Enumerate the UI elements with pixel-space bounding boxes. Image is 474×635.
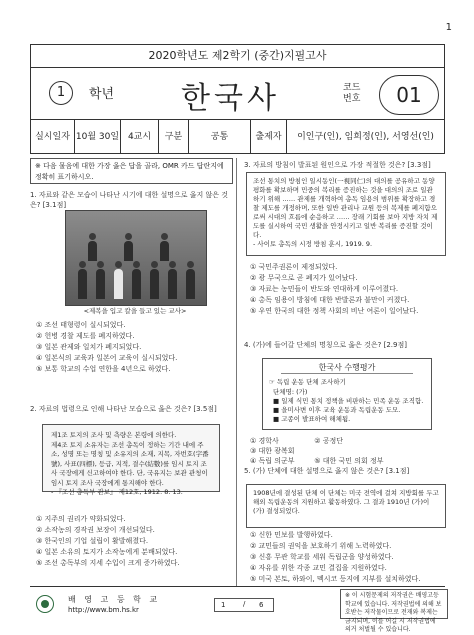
choice[interactable]: ② 헌병 경찰 제도를 폐지하였다. <box>36 332 135 340</box>
code-number: 01 <box>379 75 439 115</box>
question-4-evaluation-box <box>262 358 432 430</box>
choice[interactable]: ④ 일본 소유의 토지가 소작농에게 분배되었다. <box>36 548 178 556</box>
column-divider <box>236 158 237 586</box>
question-4-title: 4. (가)에 들어갈 단체의 명칭으로 옳은 것은? [2.9점] <box>244 341 407 349</box>
question-3-title: 3. 자료의 방침이 발표된 원인으로 가장 적절한 것은? [3.3점] <box>244 161 431 169</box>
choice[interactable]: ② 소작농의 경작권 보장이 개선되었다. <box>36 526 155 534</box>
choice[interactable]: ⑤ 보통 학교의 수업 연한을 4년으로 하였다. <box>36 365 171 373</box>
choice[interactable]: ④ 총독 임용이 방침에 대한 반발론과 불만이 커졌다. <box>250 296 410 304</box>
author-names: 이인구(인), 임희정(인), 서영선(인) <box>297 132 434 142</box>
choice[interactable]: ③ 대한 광복회 <box>250 447 295 455</box>
exam-header <box>30 44 445 154</box>
page-current: 1 <box>221 601 226 609</box>
grade-label: 학년 <box>89 87 115 102</box>
question-5-passage: 1908년에 결성된 단체 이 단체는 미국 전역에 걸쳐 지방회를 두고 해외 독립운동의 지원하고 활동하였다. 그 결과 1910년 (가)이(가) 결성되었다. <box>246 484 446 528</box>
choice[interactable]: ⑤ 대한 국민 의회 정부 <box>314 457 384 465</box>
evaluation-title: 한국사 수행평가 <box>281 359 413 374</box>
photo-caption: <제복을 입고 칼을 들고 있는 교사> <box>83 307 187 315</box>
choice[interactable]: ① 경학사 <box>250 437 279 445</box>
exam-info-row <box>31 119 444 154</box>
page-number: 1 <box>445 22 452 33</box>
choice[interactable]: ③ 한국인의 기업 설립이 활발해졌다. <box>36 537 149 545</box>
subject-title: 한국사 <box>181 81 280 116</box>
question-1-title: 1. 자료와 같은 모습이 나타난 시기에 대한 설명으로 옳지 않은 것은? [3.1점] <box>30 191 228 209</box>
historical-photo <box>65 210 207 306</box>
question-3-choices <box>250 262 446 317</box>
grade-circle: 1 <box>49 81 73 105</box>
instruction-notice: ※ 다음 물음에 대한 가장 옳은 답을 골라, OMR 카드 답란지에 정확히 표기하시오. <box>30 158 233 184</box>
question-5-choices <box>250 530 446 585</box>
date-label: 실시일자 <box>31 120 75 154</box>
question-5-title: 5. (가) 단체에 대한 설명으로 옳지 않은 것은? [3.1점] <box>244 467 410 475</box>
question-1-choices <box>36 320 232 375</box>
question-3-passage: 조선 통치의 방침인 일시동인(一視同仁)의 대의를 공유하고 동양 평화를 확보하며 민중의 복리를 증진하는 것을 대의의 조로 일관하기 위해 …… 관제를 개혁하여 총독 임용의 범위를 확장하고 경찰 제도를 개정하며, 또한 일반 관리나 교원 등의 복제를 폐지함으로써 시대의 흐름에 순응하고 …… 장래 기회를 보아 지방 자치 제도를 실시하여 국민 생활을 안정시키고 일반 복리를 증진할 것이다. - 사이토 총독의 시정 방침 훈시, 1919. 9. <box>246 172 446 256</box>
school-url[interactable]: http://www.bm.hs.kr <box>68 606 139 614</box>
choice[interactable]: ⑤ 조선 총독부의 지세 수입이 크게 증가하였다. <box>36 559 180 567</box>
choice[interactable]: ② 공정단 <box>314 437 344 445</box>
choice[interactable]: ① 지주의 권리가 약화되었다. <box>36 515 126 523</box>
choice[interactable]: ④ 독립 의군부 <box>250 457 295 465</box>
evaluation-rows: 단체명: (가) ■ 일제 식민 통치 정책을 비판하는 민족 운동 조직함. ■ 을미사변 이후 교육 운동과 독립운동 도모. ■ 고종이 발표하여 해체됨. <box>273 388 424 423</box>
footer-divider <box>30 586 445 587</box>
question-2-title: 2. 자료의 법령으로 인해 나타난 모습으로 옳은 것은? [3.5점] <box>30 405 217 413</box>
author-label: 출제자 <box>251 120 287 154</box>
choice[interactable]: ② 교민들의 권익을 보호하기 위해 노력하였다. <box>250 542 392 550</box>
choice[interactable]: ③ 신흥 무관 학교를 세워 독립군을 양성하였다. <box>250 553 394 561</box>
school-name: 배 영 고 등 학 교 <box>68 595 161 604</box>
page-total: 6 <box>259 601 264 609</box>
code-label: 코드 번호 <box>343 83 361 104</box>
copyright-notice: ※ 이 시험문제의 저작권은 배영고등학교에 있습니다. 저작권법에 의해 보호받는 저작물이므로 전재와 복제는 금지되며, 이를 어길 시 저작권법에 의거 처벌될 수 있습니다. <box>340 589 448 619</box>
period-value: 4교시 <box>121 120 159 154</box>
school-logo-icon <box>36 595 54 613</box>
page-indicator: 1 / 6 <box>214 598 274 612</box>
choice[interactable]: ⑤ 우연 한국의 대한 정책 사회의 비난 여론이 일어났다. <box>250 307 419 315</box>
evaluation-subtitle: ☞ 독립 운동 단체 조사하기 <box>269 378 346 386</box>
type-label: 구분 <box>159 120 189 154</box>
exam-title: 2020학년도 제2학기 (중간)지필고사 <box>31 45 444 68</box>
choice[interactable]: ③ 일본 관제와 일치가 폐지되었다. <box>36 343 142 351</box>
choice[interactable]: ① 국민주권론이 제정되었다. <box>250 263 338 271</box>
choice[interactable]: ② 광 무국으로 곧 폐지가 있어났다. <box>250 274 358 282</box>
choice[interactable]: ① 조선 태형령이 실시되었다. <box>36 321 126 329</box>
choice[interactable]: ⑤ 미국 본토, 하와이, 멕시코 등지에 지부를 설치하였다. <box>250 575 421 583</box>
question-2-passage: 제1조 토지의 조사 및 측량은 본령에 의한다. 제4조 토지 소유자는 조선 총독이 정하는 기간 내에 주소, 성명 또는 명칭 및 소유지의 소재, 지목, 자번호(字番號), 사표(四標), 등급, 지적, 결수(結數)를 임시 토지 조사 국장에게 신고하여야 한다. 단, 국유지는 보관 관청이 임시 토지 조사 국장에게 통지해야 한다. - 『조선 총독부 관보』 제12호, 1912. 8. 13. <box>42 424 220 492</box>
type-value: 공통 <box>189 120 251 154</box>
date-value: 10월 30일 <box>75 120 121 154</box>
choice[interactable]: ① 신한 민보를 발행하였다. <box>250 531 333 539</box>
question-2-choices <box>36 514 232 569</box>
choice[interactable]: ③ 자료는 농민들이 반도와 연대하게 이루어졌다. <box>250 285 399 293</box>
question-4-choices <box>250 436 446 466</box>
choice[interactable]: ④ 자유를 위한 각종 교민 결집을 지원하였다. <box>250 564 387 572</box>
choice[interactable]: ④ 일본식의 교육과 일본어 교육이 실시되었다. <box>36 354 178 362</box>
